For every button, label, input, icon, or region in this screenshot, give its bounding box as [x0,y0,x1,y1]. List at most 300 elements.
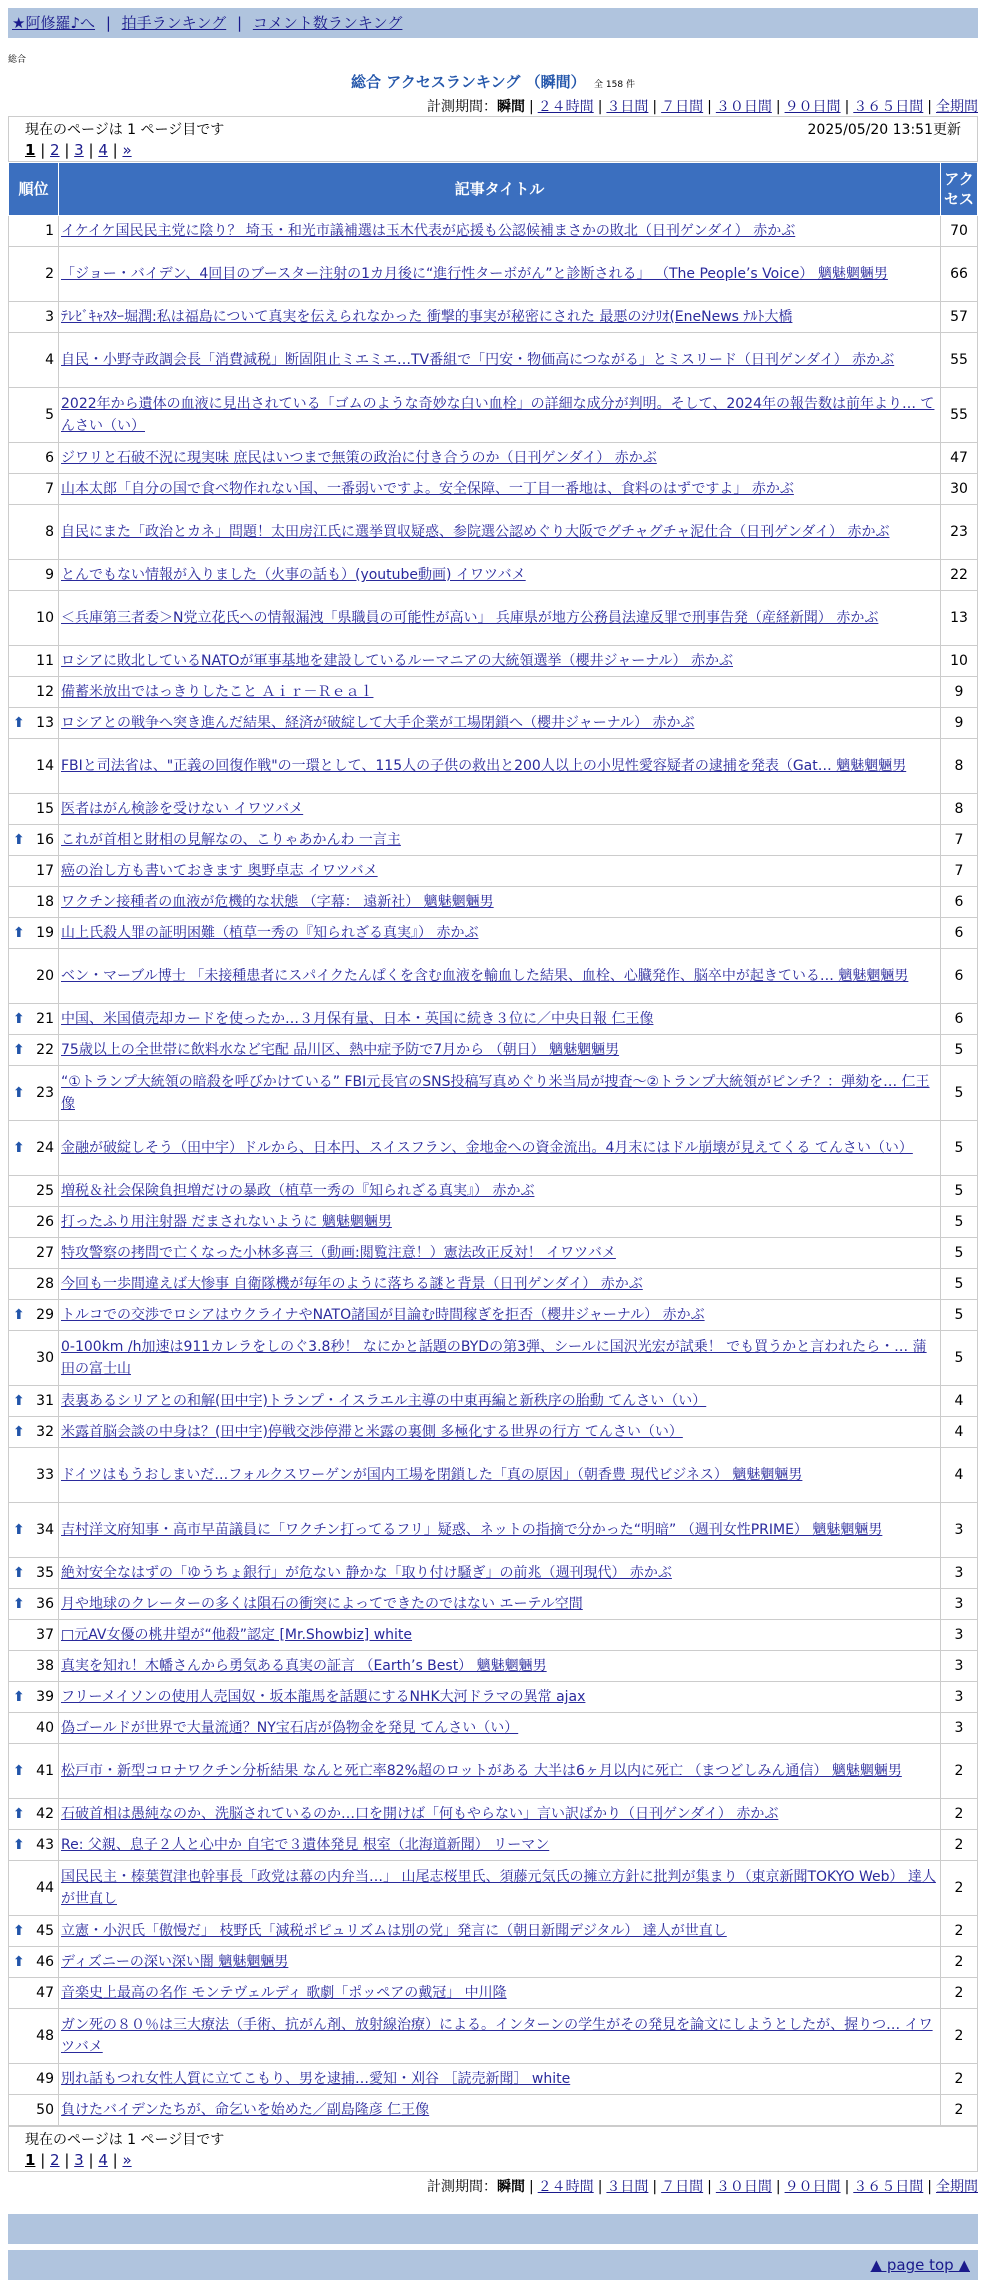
access-count: 3 [941,1558,978,1589]
access-count: 5 [941,1269,978,1300]
article-link[interactable]: ドイツはもうおしまいだ…フォルクスワーゲンが国内工場を閉鎖した「真の原因」（朝香豊 現代ビジネス） 魑魅魍魎男 [61,1467,803,1483]
rank-number: 32 [36,1424,54,1440]
rank-up-arrow-icon: ⬆ [13,1011,25,1027]
page-separator: | [35,141,51,159]
rank-up-arrow-icon: ⬆ [13,1307,25,1323]
access-count: 4 [941,1417,978,1448]
access-count: 9 [941,708,978,739]
rank-cell [9,333,59,388]
table-row [9,1176,978,1207]
article-link[interactable]: 吉村洋文府知事・高市早苗議員に「ワクチン打ってるフリ」疑惑、ネットの指摘で分かった“明暗” （週刊女性PRIME） 魑魅魍魎男 [61,1522,883,1538]
title-cell [59,1207,941,1238]
rank-cell [9,505,59,560]
period-link[interactable]: 全期間 [936,2179,978,2195]
access-count: 7 [941,825,978,856]
period-link[interactable]: ７日間 [661,2179,704,2195]
rank-up-arrow-icon: ⬆ [13,1954,25,1970]
access-count: 2 [941,1916,978,1947]
period-link[interactable]: ３０日間 [715,99,772,115]
top-nav-bar [8,8,978,38]
rank-number: 45 [36,1923,54,1939]
article-link[interactable]: 75歳以上の全世帯に飲料水など宅配 品川区、熱中症予防で7月から （朝日） 魑魅魍魎男 [61,1042,620,1058]
article-link[interactable]: 金融が破綻しそう（田中宇）ドルから、日本円、スイスフラン、金地金への資金流出。4月末にはドル崩壊が見えてくる てんさい（い） [61,1140,913,1156]
access-count: 2 [941,1744,978,1799]
rank-up-arrow-icon: ⬆ [13,1085,25,1101]
table-row [9,474,978,505]
article-link[interactable]: 打ったふり用注射器 だまされないように 魑魅魍魎男 [61,1214,392,1230]
title-cell [59,1947,941,1978]
rank-cell [9,1386,59,1417]
title-cell [59,1799,941,1830]
rank-number: 10 [36,610,54,626]
table-row [9,1448,978,1503]
article-link[interactable]: 増税＆社会保険負担増だけの暴政（植草一秀の『知られざる真実』） 赤かぶ [61,1183,535,1199]
page-current: 1 [25,2151,36,2169]
rank-cell [9,1269,59,1300]
page-link[interactable]: 4 [98,2151,108,2169]
article-link[interactable]: Re: 父親、息子２人と心中か 自宅で３遺体発見 根室（北海道新聞） リーマン [61,1837,550,1853]
period-link[interactable]: ７日間 [661,99,704,115]
table-row [9,1207,978,1238]
article-link[interactable]: ＜兵庫第三者委＞N党立花氏への情報漏洩「県職員の可能性が高い」 兵庫県が地方公務員法違反罪で刑事告発（産経新聞） 赤かぶ [61,610,879,626]
rank-number: 34 [36,1522,54,1538]
nav-separator: | [237,14,243,32]
article-link[interactable]: ディズニーの深い深い闇 魑魅魍魎男 [61,1954,289,1970]
rank-number: 12 [36,684,54,700]
rank-number: 13 [36,715,54,731]
article-link[interactable]: 備蓄米放出ではっきりしたこと Ａｉｒ－Ｒｅａｌ [61,684,374,700]
applause-ranking-link[interactable]: 拍手ランキング [121,14,227,32]
rank-cell [9,1651,59,1682]
article-link[interactable]: 癌の治し方も書いておきます 奥野卓志 イワツバメ [61,863,378,879]
article-link[interactable]: 「ジョー・バイデン、4回目のブースター注射の1カ月後に“進行性ターボがん”と診断される」 （The People’s Voice） 魑魅魍魎男 [61,266,888,282]
access-count: 22 [941,560,978,591]
rank-cell [9,1713,59,1744]
period-link[interactable]: ３日間 [606,2179,649,2195]
access-count: 3 [941,1651,978,1682]
article-link[interactable]: 真実を知れ！木幡さんから勇気ある真実の証言 （Earth’s Best） 魑魅魍魎男 [61,1658,547,1674]
title-cell [59,560,941,591]
period-current: 瞬間 [496,2179,525,2195]
article-link[interactable]: 今回も一歩間違えば大惨事 自衛隊機が毎年のように落ちる謎と背景（日刊ゲンダイ） 赤かぶ [61,1276,643,1292]
rank-cell [9,1331,59,1386]
ranking-table [8,162,978,2126]
section-label: 総合 [8,55,27,65]
title-cell [59,1620,941,1651]
table-row [9,505,978,560]
table-row [9,1066,978,1121]
rank-cell [9,2095,59,2126]
table-row [9,1861,978,1916]
rank-cell [9,1176,59,1207]
rank-up-arrow-icon: ⬆ [13,832,25,848]
article-link[interactable]: ワクチン接種者の血液が危機的な状態 （字幕： 遠新社） 魑魅魍魎男 [61,894,494,910]
title-cell [59,1386,941,1417]
table-row [9,443,978,474]
period-selector [8,2176,978,2196]
comment-ranking-link[interactable]: コメント数ランキング [252,14,403,32]
access-count: 2 [941,1978,978,2009]
access-count: 70 [941,216,978,247]
period-current: 瞬間 [496,99,525,115]
period-separator: | [927,99,932,115]
access-count: 2 [941,1947,978,1978]
rank-cell [9,677,59,708]
access-count: 2 [941,1830,978,1861]
table-row [9,1558,978,1589]
article-link[interactable]: 松戸市・新型コロナワクチン分析結果 なんと死亡率82%超のロットがある 大半は6ヶ月以内に死亡 （まつどしみん通信） 魑魅魍魎男 [61,1763,902,1779]
page-current: 1 [25,141,36,159]
table-row [9,302,978,333]
table-row [9,247,978,302]
article-link[interactable]: 中国、米国債売却カードを使ったか…３月保有量、日本・英国に続き３位に／中央日報 仁王像 [61,1011,654,1027]
period-link[interactable]: ２４時間 [537,2179,594,2195]
rank-cell [9,1035,59,1066]
article-link[interactable]: イケイケ国民民主党に陰り？ 埼玉・和光市議補選は玉木代表が応援も公認候補まさかの敗北（日刊ゲンダイ） 赤かぶ [61,223,796,239]
title-cell [59,1861,941,1916]
access-count: 5 [941,1238,978,1269]
table-row [9,739,978,794]
table-row [9,825,978,856]
title-cell [59,216,941,247]
rank-number: 6 [45,450,54,466]
title-cell [59,591,941,646]
access-count: 10 [941,646,978,677]
rank-number: 27 [36,1245,54,1261]
table-row [9,1947,978,1978]
page-separator: | [107,2151,123,2169]
title-cell [59,388,941,443]
article-link[interactable]: 山本太郎「自分の国で食べ物作れない国、一番弱いですよ。安全保障、一丁目一番地は、食料のはずですよ」 赤かぶ [61,481,794,497]
table-row [9,918,978,949]
title-cell [59,646,941,677]
article-link[interactable]: 自民・小野寺政調会長「消費減税」断固阻止ミエミエ…TV番組で「円安・物価高につながる」とミスリード（日刊ゲンダイ） 赤かぶ [61,352,895,368]
title-cell [59,1978,941,2009]
table-row [9,591,978,646]
table-row [9,794,978,825]
rank-cell [9,1916,59,1947]
access-count: 30 [941,474,978,505]
article-link[interactable]: ガン死の８０％は三大療法（手術、抗がん剤、放射線治療）による。インターンの学生がその発見を論文にしようとしたが、握りつ… イワツバメ [61,2017,933,2055]
access-count: 8 [941,794,978,825]
title-cell [59,1004,941,1035]
table-row [9,1121,978,1176]
rank-number: 20 [36,968,54,984]
access-count: 7 [941,856,978,887]
rank-cell [9,825,59,856]
rank-number: 9 [45,567,54,583]
title-cell [59,443,941,474]
rank-cell [9,708,59,739]
rank-number: 8 [45,524,54,540]
rank-number: 44 [36,1880,54,1896]
page-separator: | [59,141,75,159]
table-row [9,2064,978,2095]
access-count: 57 [941,302,978,333]
page-title: 総合 アクセスランキング （瞬間） [351,73,586,91]
table-row [9,1589,978,1620]
rank-number: 30 [36,1350,54,1366]
rank-up-arrow-icon: ⬆ [13,1806,25,1822]
page-separator: | [59,2151,75,2169]
table-row [9,856,978,887]
access-count: 2 [941,2095,978,2126]
article-link[interactable]: これが首相と財相の見解なの、こりゃあかんわ 一言主 [61,832,401,848]
period-separator: | [528,99,534,115]
rank-cell [9,2064,59,2095]
article-link[interactable]: □元AV女優の桃井望が“他殺”認定 [Mr.Showbiz] white [61,1627,413,1643]
period-link[interactable]: ３日間 [606,99,649,115]
rank-cell [9,443,59,474]
access-count: 8 [941,739,978,794]
access-header: アクセス [941,163,978,216]
title-cell [59,505,941,560]
title-cell [59,1916,941,1947]
rank-cell [9,1978,59,2009]
title-cell [59,2009,941,2064]
table-row [9,1386,978,1417]
article-link[interactable]: とんでもない情報が入りました（火事の話も）(youtube動画) イワツバメ [61,567,526,583]
rank-cell [9,1503,59,1558]
period-link[interactable]: ３６５日間 [853,99,924,115]
rank-up-arrow-icon: ⬆ [13,1042,25,1058]
period-link[interactable]: ２４時間 [537,99,594,115]
rank-number: 17 [36,863,54,879]
rank-number: 2 [45,266,54,282]
title-cell [59,1269,941,1300]
page-links [25,2151,961,2169]
title-cell [59,1035,941,1066]
table-row [9,1713,978,1744]
rank-number: 16 [36,832,54,848]
period-separator: | [597,2179,603,2195]
period-link[interactable]: ９０日間 [784,99,841,115]
rank-up-arrow-icon: ⬆ [13,925,25,941]
access-count: 5 [941,1066,978,1121]
article-link[interactable]: 音楽史上最高の名作 モンテヴェルディ 歌劇「ポッペアの戴冠」 中川隆 [61,1985,507,2001]
access-count: 3 [941,1713,978,1744]
article-link[interactable]: “①トランプ大統領の暗殺を呼びかけている” FBI元長官のSNS投稿写真めぐり米当局が捜査～②トランプ大統領がピンチ？：弾劾を… 仁王像 [61,1074,930,1112]
article-link[interactable]: 絶対安全なはずの「ゆうちょ銀行」が危ない 静かな「取り付け騒ぎ」の前兆（週刊現代） 赤かぶ [61,1565,672,1581]
access-count: 5 [941,1176,978,1207]
table-row [9,2095,978,2126]
article-link[interactable]: 山上氏殺人罪の証明困難（植草一秀の『知られざる真実』） 赤かぶ [61,925,479,941]
access-count: 9 [941,677,978,708]
title-cell [59,918,941,949]
page-separator: | [35,2151,51,2169]
rank-number: 41 [36,1763,54,1779]
page-next-link[interactable]: » [122,141,132,159]
title-cell [59,1682,941,1713]
rank-up-arrow-icon: ⬆ [13,1596,25,1612]
article-link[interactable]: 医者はがん検診を受けない イワツバメ [61,801,304,817]
rank-cell [9,1300,59,1331]
page-link[interactable]: 2 [50,2151,60,2169]
article-link[interactable]: 月や地球のクレーターの多くは隕石の衝突によってできたのではない エーテル空間 [61,1596,583,1612]
period-link[interactable]: ３６５日間 [853,2179,924,2195]
title-cell [59,1417,941,1448]
page-separator: | [107,141,123,159]
rank-number: 15 [36,801,54,817]
title-cell [59,1651,941,1682]
title-cell [59,1830,941,1861]
title-cell [59,247,941,302]
rank-number: 40 [36,1720,54,1736]
rank-number: 38 [36,1658,54,1674]
title-cell [59,794,941,825]
rank-number: 37 [36,1627,54,1643]
article-link[interactable]: 偽ゴールドが世界で大量流通？NY宝石店が偽物金を発見 てんさい（い） [61,1720,519,1736]
title-cell [59,677,941,708]
title-row [8,71,978,92]
title-cell [59,333,941,388]
page-top-link[interactable]: ▲ page top ▲ [870,2256,970,2274]
rank-cell [9,1620,59,1651]
page-links [25,141,961,159]
rank-cell [9,2009,59,2064]
title-cell [59,825,941,856]
rank-number: 47 [36,1985,54,2001]
rank-up-arrow-icon: ⬆ [13,1424,25,1440]
rank-number: 23 [36,1085,54,1101]
rank-cell [9,1121,59,1176]
article-link[interactable]: FBIと司法省は、"正義の回復作戦"の一環として、115人の子供の救出と200人以上の小児性愛容疑者の逮捕を発表（Gat… 魑魅魍魎男 [61,758,907,774]
page-link[interactable]: 4 [98,141,108,159]
rank-cell [9,1861,59,1916]
page-link[interactable]: 3 [74,141,84,159]
period-separator: | [707,99,712,115]
page-next-link[interactable]: » [122,2151,132,2169]
current-page-text: 現在のページは 1 ページ目です [25,122,225,138]
access-count: 6 [941,949,978,1004]
title-cell [59,1121,941,1176]
article-link[interactable]: 別れ話もつれ女性人質に立てこもり、男を逮捕…愛知・刈谷 ［読売新聞］ white [61,2071,571,2087]
rank-number: 28 [36,1276,54,1292]
rank-cell [9,856,59,887]
rank-cell [9,1947,59,1978]
table-row [9,646,978,677]
article-link[interactable]: 2022年から遺体の血液に見出されている「ゴムのような奇妙な白い血栓」の詳細な成分が判明。そして、2024年の報告数は前年より… てんさい（い） [61,396,935,434]
period-separator: | [707,2179,712,2195]
rank-cell [9,216,59,247]
title-cell [59,739,941,794]
title-cell [59,2064,941,2095]
home-link[interactable]: ★阿修羅♪へ [12,14,96,32]
period-separator: | [652,99,658,115]
period-selector [8,96,978,116]
current-page-text: 現在のページは 1 ページ目です [25,2132,225,2148]
rank-number: 18 [36,894,54,910]
rank-cell [9,1417,59,1448]
rank-number: 24 [36,1140,54,1156]
table-row [9,560,978,591]
rank-up-arrow-icon: ⬆ [13,1923,25,1939]
article-link[interactable]: 立憲・小沢氏「傲慢だ」 枝野氏「減税ポピュリズムは別の党」発言に（朝日新聞デジタル） 達人が世直し [61,1923,727,1939]
rank-up-arrow-icon: ⬆ [13,1522,25,1538]
rank-number: 42 [36,1806,54,1822]
article-link[interactable]: 石破首相は愚純なのか、洗脳されているのか…口を開けば「何もやらない」言い訳ばかり（日刊ゲンダイ） 赤かぶ [61,1806,779,1822]
access-count: 6 [941,918,978,949]
article-link[interactable]: ベン・マーブル博士 「未接種患者にスパイクたんぱくを含む血液を輸血した結果、血栓、心臓発作、脳卒中が起きている… 魑魅魍魎男 [61,968,909,984]
rank-cell [9,388,59,443]
rank-cell [9,646,59,677]
rank-number: 7 [45,481,54,497]
table-row [9,333,978,388]
rank-cell [9,474,59,505]
article-link[interactable]: フリーメイソンの使用人売国奴・坂本龍馬を話題にするNHK大河ドラマの異常 ajax [61,1689,586,1705]
access-count: 47 [941,443,978,474]
title-cell [59,1589,941,1620]
rank-number: 31 [36,1393,54,1409]
title-header: 記事タイトル [59,163,941,216]
page-link[interactable]: 2 [50,141,60,159]
table-row [9,1744,978,1799]
access-count: 6 [941,887,978,918]
period-link[interactable]: ９０日間 [784,2179,841,2195]
rank-number: 14 [36,758,54,774]
rank-cell [9,591,59,646]
article-link[interactable]: ロシアとの戦争へ突き進んだ結果、経済が破綻して大手企業が工場閉鎖へ（櫻井ジャーナル） 赤かぶ [61,715,695,731]
article-link[interactable]: ﾃﾚﾋﾞｷｬｽﾀｰ堀潤:私は福島について真実を伝えられなかった 衝撃的事実が秘密にされた 最悪のｼﾅﾘｵ(EneNews ﾅﾙﾄ大橋 [61,309,793,325]
page-separator: | [83,2151,99,2169]
article-link[interactable]: トルコでの交渉でロシアはウクライナやNATO諸国が目論む時間稼ぎを拒否（櫻井ジャーナル） 赤かぶ [61,1307,705,1323]
title-cell [59,1331,941,1386]
access-count: 3 [941,1682,978,1713]
rank-cell [9,1448,59,1503]
rank-cell [9,1066,59,1121]
article-link[interactable]: 国民民主・榛葉賀津也幹事長「政党は幕の内弁当…」 山尾志桜里氏、須藤元気氏の擁立方針に批判が集まり（東京新聞TOKYO Web） 達人が世直し [61,1869,936,1907]
rank-cell [9,1799,59,1830]
article-link[interactable]: 負けたバイデンたちが、命乞いを始めた／副島隆彦 仁王像 [61,2102,430,2118]
access-count: 2 [941,2009,978,2064]
rank-up-arrow-icon: ⬆ [13,1393,25,1409]
rank-cell [9,1682,59,1713]
period-link[interactable]: 全期間 [936,99,978,115]
table-row [9,1331,978,1386]
article-link[interactable]: ロシアに敗北しているNATOが軍事基地を建設しているルーマニアの大統領選挙（櫻井ジャーナル） 赤かぶ [61,653,734,669]
rank-cell [9,794,59,825]
period-label: 計測期間： [426,2179,497,2195]
article-link[interactable]: 0-100km /h加速は911カレラをしのぐ3.8秒！ なにかと話題のBYDの第3弾、シールに国沢光宏が試乗！ でも買うかと言われたら・… 蒲田の富士山 [61,1339,927,1377]
period-separator: | [775,99,781,115]
rank-up-arrow-icon: ⬆ [13,1837,25,1853]
access-count: 5 [941,1300,978,1331]
page-link[interactable]: 3 [74,2151,84,2169]
article-link[interactable]: ジワリと石破不況に現実味 庶民はいつまで無策の政治に付き合うのか（日刊ゲンダイ） 赤かぶ [61,450,657,466]
pager-bottom [8,2126,978,2172]
total-count: 全 158 件 [594,80,635,90]
table-row [9,1620,978,1651]
rank-header: 順位 [9,163,59,216]
rank-cell [9,1238,59,1269]
access-count: 5 [941,1121,978,1176]
rank-cell [9,739,59,794]
article-link[interactable]: 自民にまた「政治とカネ」問題！太田房江氏に選挙買収疑惑、参院選公認めぐり大阪でグチャグチャ泥仕合（日刊ゲンダイ） 赤かぶ [61,524,890,540]
rank-cell [9,1830,59,1861]
rank-number: 5 [45,407,54,423]
period-link[interactable]: ３０日間 [715,2179,772,2195]
access-count: 3 [941,1589,978,1620]
article-link[interactable]: 特攻警察の拷問で亡くなった小林多喜三（動画:閲覧注意！）憲法改正反対！ イワツバメ [61,1245,616,1261]
period-separator: | [528,2179,534,2195]
access-count: 3 [941,1503,978,1558]
article-link[interactable]: 米露首脳会談の中身は？(田中宇)停戦交渉停滞と米露の裏側 多極化する世界の行方 てんさい（い） [61,1424,683,1440]
rank-number: 22 [36,1042,54,1058]
access-count: 2 [941,2064,978,2095]
access-count: 66 [941,247,978,302]
article-link[interactable]: 表裏あるシリアとの和解(田中宇)トランプ・イスラエル主導の中東再編と新秩序の胎動 てんさい（い） [61,1393,707,1409]
rank-cell [9,247,59,302]
